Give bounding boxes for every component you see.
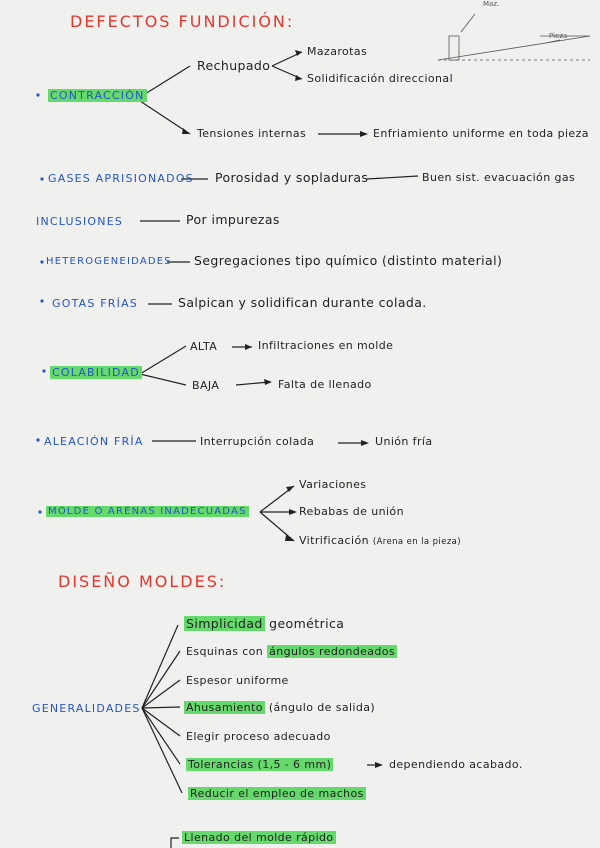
text-impurezas: Por impurezas (186, 212, 280, 227)
text-tensiones: Tensiones internas (197, 127, 307, 140)
item-llenado-rapido: Llenado del molde rápido (184, 831, 334, 844)
item-esquinas: Esquinas con ángulos redondeados (186, 645, 396, 658)
text-vitrificacion: Vitrificación (Arena en la pieza) (299, 534, 462, 547)
text-rebabas: Rebabas de unión (299, 505, 404, 518)
item-tolerancias-acabado: dependiendo acabado. (389, 758, 523, 771)
label-heterogeneidades: HETEROGENEIDADES (46, 256, 172, 267)
section-title-diseno: DISEÑO MOLDES: (58, 572, 227, 591)
text-interrupcion: Interrupción colada (200, 435, 315, 448)
label-contraccion: CONTRACCIÓN (50, 89, 145, 102)
item-simplicidad: Simplicidad geométrica (186, 616, 345, 631)
text-salpican: Salpican y solidifican durante colada. (178, 295, 427, 310)
label-inclusiones: INCLUSIONES (36, 215, 124, 228)
text-alta: ALTA (190, 340, 218, 353)
label-generalidades: GENERALIDADES (32, 702, 141, 715)
text-rechupado: Rechupado (197, 58, 271, 73)
item-tolerancias: Tolerancias (1,5 - 6 mm) (188, 758, 332, 771)
item-elegir-proceso: Elegir proceso adecuado (186, 730, 331, 743)
label-aleacion-fria: ALEACIÓN FRÍA (44, 435, 144, 448)
text-mazarotas: Mazarotas (307, 45, 368, 58)
text-segregaciones: Segregaciones tipo químico (distinto material) (194, 253, 503, 268)
text-enfriamiento: Enfriamiento uniforme en toda pieza (373, 127, 589, 140)
text-solidificacion: Solidificación direccional (307, 72, 454, 85)
text-evacuacion: Buen sist. evacuación gas (422, 171, 576, 184)
text-porosidad: Porosidad y sopladuras (215, 170, 369, 185)
text-union-fria: Unión fría (375, 435, 433, 448)
label-gotas-frias: GOTAS FRÍAS (52, 297, 138, 310)
label-colabilidad: COLABILIDAD (52, 366, 140, 379)
sketch-label-maz: Maz. (483, 0, 500, 8)
text-variaciones: Variaciones (299, 478, 367, 491)
item-reducir-machos: Reducir el empleo de machos (190, 787, 364, 800)
label-molde-arenas: MOLDE O ARENAS INADECUADAS (48, 506, 247, 517)
text-infiltraciones: Infiltraciones en molde (258, 339, 394, 352)
item-ahusamiento: Ahusamiento (ángulo de salida) (186, 701, 376, 714)
section-title-defectos: DEFECTOS FUNDICIÓN: (70, 12, 295, 31)
item-espesor: Espesor uniforme (186, 674, 289, 687)
label-gases: GASES APRISIONADOS (48, 172, 194, 185)
sketch-label-pieza: Pieza (549, 32, 568, 40)
text-baja: BAJA (192, 379, 220, 392)
text-falta-llenado: Falta de llenado (278, 378, 372, 391)
